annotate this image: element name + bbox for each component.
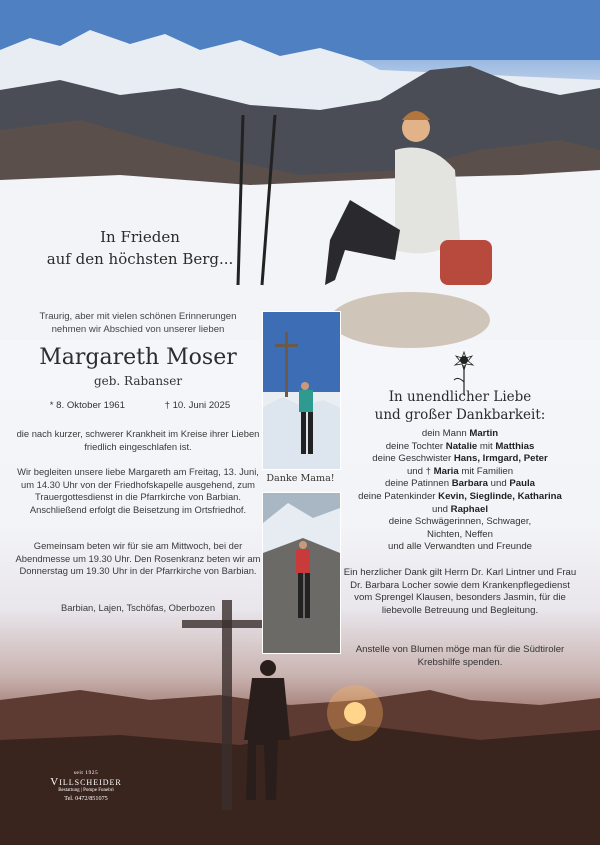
donation-paragraph: Anstelle von Blumen möge man für die Südtiroler Krebshilfe spenden. <box>355 644 565 668</box>
gratitude-title <box>360 388 560 424</box>
mourner-siblings-cont: und † Maria mit Familien <box>406 465 514 477</box>
prayer-paragraph: Gemeinsam beten wir für sie am Mittwoch, bei der Abendmesse um 19.30 Uhr. Den Rosenkranz beten wir am Donnerstag um 19.30 Uhr in der Pfarrkirche von Barbian. <box>15 540 261 577</box>
maiden-name: geb. Rabanser <box>93 374 183 388</box>
funeral-home-logo <box>36 770 136 802</box>
motto-line-2: auf den höchsten Berg... <box>46 250 234 268</box>
mourner-godchildren: deine Patenkinder Kevin, Sieglinde, Katharina <box>358 490 562 502</box>
thanks-paragraph: Ein herzlicher Dank gilt Herrn Dr. Karl Lintner und Frau Dr. Barbara Locher sowie dem Krankenpflegedienst vom Sprengel Klausen, besonders Jasmin, für die liebevolle Betreuung und Begleitung. <box>343 567 577 616</box>
rock <box>330 292 490 348</box>
logo-since: seit 1925 <box>73 770 99 776</box>
funeral-paragraph: Wir begleiten unsere liebe Margareth am Freitag, 13. Juni, um 14.30 Uhr von der Friedhofskapelle ausgehend, zum Trauergottesdienst in die Pfarrkirche von Barbian. Anschließend erfolgt die Beisetzung im Ortsfriedhof. <box>17 466 259 515</box>
logo-phone: Tel. 0472/851075 <box>64 795 108 802</box>
mourner-nieces: Nichten, Neffen <box>427 528 493 540</box>
mourner-daughter: deine Tochter Natalie mit Matthias <box>385 440 535 452</box>
birth-date: * 8. Oktober 1961 <box>49 400 125 411</box>
mourner-godmothers: deine Patinnen Barbara und Paula <box>385 478 535 490</box>
photo-caption: Danke Mama! <box>266 473 335 484</box>
places-line: Barbian, Lajen, Tschöfas, Oberbozen <box>60 602 216 613</box>
logo-subtitle: Bestattung | Pompe Funebri <box>58 788 114 793</box>
gratitude-title-line-1: In unendlicher Liebe <box>388 389 532 405</box>
mourners-list <box>340 428 580 554</box>
summit-cross-post <box>222 600 232 810</box>
summit-cross-beam <box>182 620 262 628</box>
intro-line-1: Traurig, aber mit vielen schönen Erinnerungen <box>39 311 237 322</box>
death-date: † 10. Juni 2025 <box>164 400 231 411</box>
person-head <box>260 660 276 676</box>
intro-text <box>18 310 258 336</box>
mourner-inlaws: deine Schwägerinnen, Schwager, <box>388 516 532 528</box>
logo-brand: Villscheider <box>50 776 122 788</box>
mourner-husband: dein Mann Martin <box>421 428 499 439</box>
sun-glow <box>327 685 383 741</box>
mourner-godchildren-cont: und Raphael <box>431 503 488 515</box>
gratitude-title-line-2: und großer Dankbarkeit: <box>374 407 546 423</box>
mourner-relatives: und alle Verwandten und Freunde <box>387 541 532 553</box>
glacier-photo <box>262 492 341 654</box>
intro-line-2: nehmen wir Abschied von unserer lieben <box>51 324 225 335</box>
mourner-siblings: deine Geschwister Hans, Irmgard, Peter <box>372 453 548 465</box>
deceased-name: Margareth Moser <box>39 345 237 370</box>
motto-line-1: In Frieden <box>100 228 180 246</box>
backpack <box>440 240 492 285</box>
life-dates <box>30 400 250 411</box>
motto <box>30 226 250 270</box>
summit-photo <box>262 311 341 470</box>
passing-paragraph: die nach kurzer, schwerer Krankheit im Kreise ihrer Lieben friedlich eingeschlafen ist. <box>16 428 260 452</box>
